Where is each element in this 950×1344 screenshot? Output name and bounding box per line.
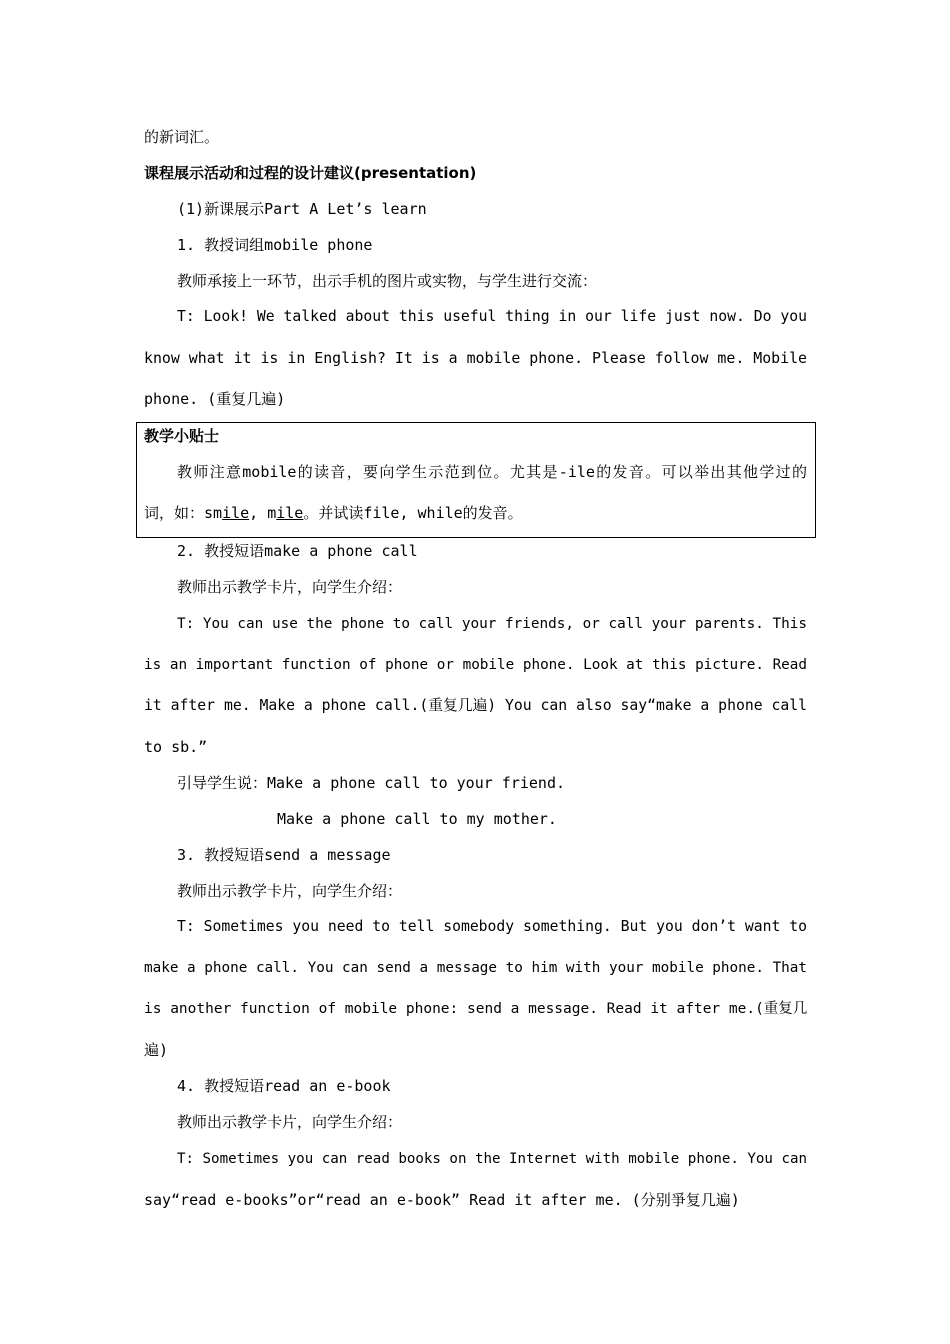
text-line: 教师出示教学卡片，向学生介绍： [177,1113,403,1131]
text-line: is another function of mobile phone: send a message. Read it after me.(重复几 [144,1001,808,1017]
tip-text-line: 词，如：smile, mile。并试读file, while的发音。 [144,504,523,522]
underlined-text: ile [222,504,250,522]
text-line: to sb.” [144,738,208,756]
text-line: 教师承接上一环节，出示手机的图片或实物，与学生进行交流： [177,272,598,290]
subsection-title: (1)新课展示Part A Let’s learn [177,200,427,218]
text-line: make a phone call. You can send a message to him with your mobile phone. That [144,960,807,976]
text-line: Make a phone call to my mother. [277,810,557,828]
text-line: T: Sometimes you can read books on the Internet with mobile phone. You can [177,1151,807,1167]
step-title: 3. 教授短语send a message [177,846,391,864]
text-line: 教师出示教学卡片，向学生介绍： [177,578,403,596]
step-title: 4. 教授短语read an e-book [177,1077,391,1095]
text-line: T: Sometimes you need to tell somebody something. But you don’t want to [177,918,807,935]
text-line: 教师出示教学卡片，向学生介绍： [177,882,403,900]
text-line: 引导学生说：Make a phone call to your friend. [177,774,566,792]
text-line: 的新词汇。 [144,128,220,146]
tip-title: 教学小贴士 [144,427,220,445]
underlined-text: ile [276,504,304,522]
text-line: 遍) [144,1041,169,1059]
text-line: know what it is in English? It is a mobile phone. Please follow me. Mobile [144,349,807,367]
text-line: T: You can use the phone to call your friends, or call your parents. This [177,616,807,632]
text-line: T: Look! We talked about this useful thing in our life just now. Do you [177,308,807,325]
step-title: 2. 教授短语make a phone call [177,542,418,560]
text-line: say“read e-books”or“read an e-book” Read it after me. (分别爭复几遍) [144,1191,740,1209]
text-line: is an important function of phone or mobile phone. Look at this picture. Read [144,657,807,673]
tip-text-line: 教师注意mobile的读音，要向学生示范到位。尤其是-ile的发音。可以举出其他学过的 [177,463,807,481]
section-heading: 课程展示活动和过程的设计建议(presentation) [144,164,477,182]
text-line: phone. (重复几遍) [144,390,286,408]
text-line: it after me. Make a phone call.(重复几遍) You can also say“make a phone call [144,697,807,714]
step-title: 1. 教授词组mobile phone [177,236,373,254]
